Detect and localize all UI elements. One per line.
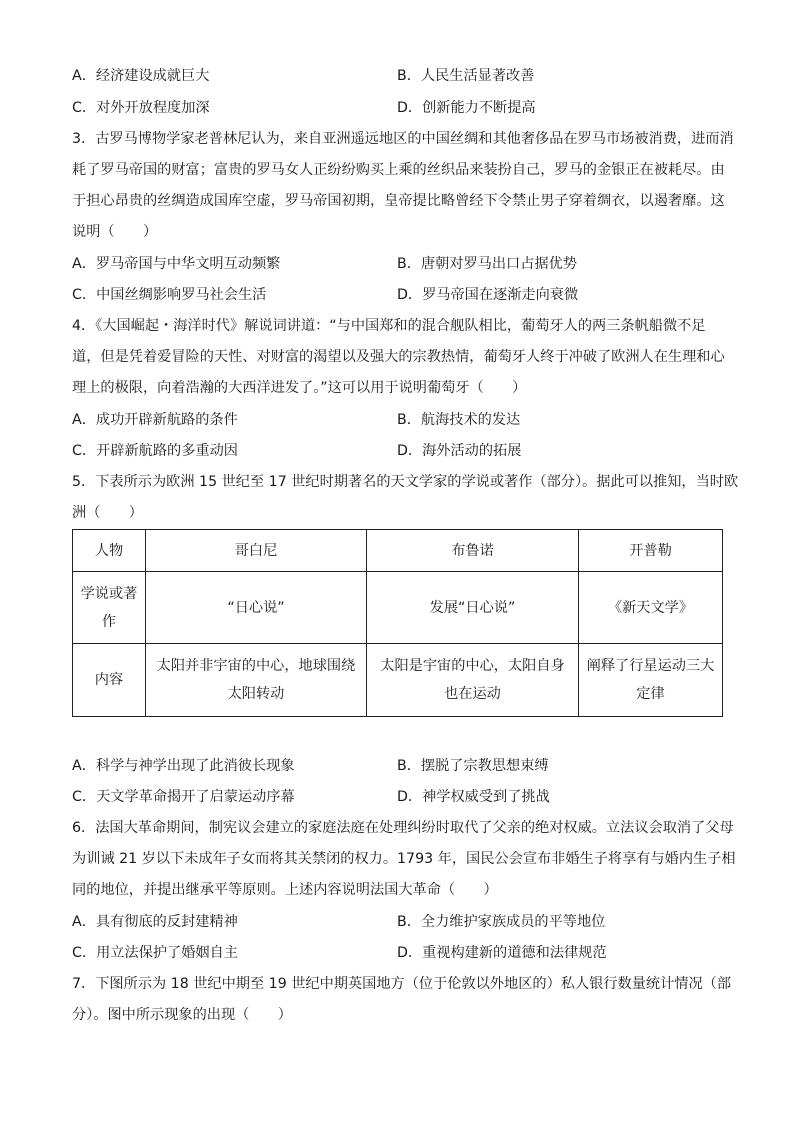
table-cell-line: 太阳转动 xyxy=(227,686,285,702)
table-row-label xyxy=(73,572,146,644)
table-cell-line: 学说或著 xyxy=(80,585,138,602)
q5-option-d: D．神学权威受到了挑战 xyxy=(397,789,550,805)
q2-option-a: A．经济建设成就巨大 xyxy=(72,68,210,84)
q7-stem-line: 7．下图所示为 18 世纪中期至 19 世纪中期英国地方（位于伦敦以外地区的）私人银行数量统计情况（部 xyxy=(72,976,732,992)
q3-option-d: D．罗马帝国在逐渐走向衰微 xyxy=(397,287,579,303)
q2-option-b: B．人民生活显著改善 xyxy=(397,68,535,84)
q5-option-a: A．科学与神学出现了此消彼长现象 xyxy=(72,758,295,774)
table-header-row xyxy=(73,530,723,572)
q6-option-b: B．全力维护家族成员的平等地位 xyxy=(397,914,606,930)
table-cell: 发展“日心说” xyxy=(367,572,579,644)
q3-stem-line: 于担心昂贵的丝绸造成国库空虚，罗马帝国初期，皇帝提比略曾经下令禁止男子穿着绸衣，以遏奢靡。这 xyxy=(72,193,725,209)
q6-option-c: C．用立法保护了婚姻自主 xyxy=(72,945,238,961)
table-cell: “日心说” xyxy=(146,572,367,644)
q5-stem-line: 5．下表所示为欧洲 15 世纪至 17 世纪时期著名的天文学家的学说或著作（部分）。据此可以推知，当时欧 xyxy=(72,474,739,490)
q4-option-d: D．海外活动的拓展 xyxy=(397,443,522,459)
table-cell-line: 太阳是宇宙的中心，太阳自身 xyxy=(380,658,565,674)
table-cell-line: 也在运动 xyxy=(444,686,501,702)
table-cell-line: 定律 xyxy=(636,686,665,702)
q6-stem-line: 为训诫 21 岁以下未成年子女而将其关禁闭的权力。1793 年，国民公会宣布非婚生子将享有与婚内生子相 xyxy=(72,851,736,867)
q6-stem-line: 6．法国大革命期间，制宪议会建立的家庭法庭在处理纠纷时取代了父亲的绝对权威。立法议会取消了父母 xyxy=(72,820,734,836)
q5-option-b: B．摆脱了宗教思想束缚 xyxy=(397,758,549,774)
q3-stem-line: 说明（ ） xyxy=(72,224,158,240)
table-row-label: 内容 xyxy=(73,644,146,717)
table-cell xyxy=(146,644,367,717)
q3-option-c: C．中国丝绸影响罗马社会生活 xyxy=(72,287,267,303)
table-row xyxy=(73,644,723,717)
table-cell-line: 阐释了行星运动三大 xyxy=(586,658,715,674)
q3-option-b: B．唐朝对罗马出口占据优势 xyxy=(397,256,577,272)
q2-option-c: C．对外开放程度加深 xyxy=(72,100,210,116)
table-cell-line: 太阳并非宇宙的中心，地球围绕 xyxy=(156,658,356,674)
table-cell xyxy=(367,644,579,717)
q4-stem-line: 道，但是凭着爱冒险的天性、对财富的渴望以及强大的宗教热情，葡萄牙人终于冲破了欧洲人在生理和心 xyxy=(72,349,725,365)
astronomers-table xyxy=(72,529,723,717)
table-cell xyxy=(579,644,723,717)
q4-stem-line: 4．《大国崛起・海洋时代》解说词讲道：“与中国郑和的混合舰队相比，葡萄牙人的两三条帆船微不足 xyxy=(72,318,706,334)
table-cell-line: 作 xyxy=(101,613,117,630)
q4-stem-line: 理上的极限，向着浩瀚的大西洋进发了。”这可以用于说明葡萄牙（ ） xyxy=(72,380,527,396)
q6-option-d: D．重视构建新的道德和法律规范 xyxy=(397,945,607,961)
q5-option-c: C．天文学革命揭开了启蒙运动序幕 xyxy=(72,789,295,805)
table-cell: 《新天文学》 xyxy=(579,572,723,644)
table-header-cell: 哥白尼 xyxy=(146,530,367,572)
table-header-cell: 开普勒 xyxy=(579,530,723,572)
q7-stem-line: 分）。图中所示现象的出现（ ） xyxy=(72,1007,292,1023)
q3-option-a: A．罗马帝国与中华文明互动频繁 xyxy=(72,256,281,272)
table-header-cell: 布鲁诺 xyxy=(367,530,579,572)
q3-stem-line: 耗了罗马帝国的财富；富贵的罗马女人正纷纷购买上乘的丝织品来装扮自己，罗马的金银正在被耗尽。由 xyxy=(72,162,725,178)
q3-stem-line: 3．古罗马博物学家老普林尼认为，来自亚洲遥远地区的中国丝绸和其他奢侈品在罗马市场被消费，进而消 xyxy=(72,131,734,147)
q2-option-d: D．创新能力不断提高 xyxy=(397,100,536,116)
table-row xyxy=(73,572,723,644)
q6-stem-line: 同的地位，并提出继承平等原则。上述内容说明法国大革命（ ） xyxy=(72,882,498,898)
q4-option-c: C．开辟新航路的多重动因 xyxy=(72,443,238,459)
table-header-cell: 人物 xyxy=(73,530,146,572)
q4-option-b: B．航海技术的发达 xyxy=(397,412,521,428)
q5-stem-line: 洲（ ） xyxy=(72,505,143,521)
q4-option-a: A．成功开辟新航路的条件 xyxy=(72,412,238,428)
q6-option-a: A．具有彻底的反封建精神 xyxy=(72,914,238,930)
